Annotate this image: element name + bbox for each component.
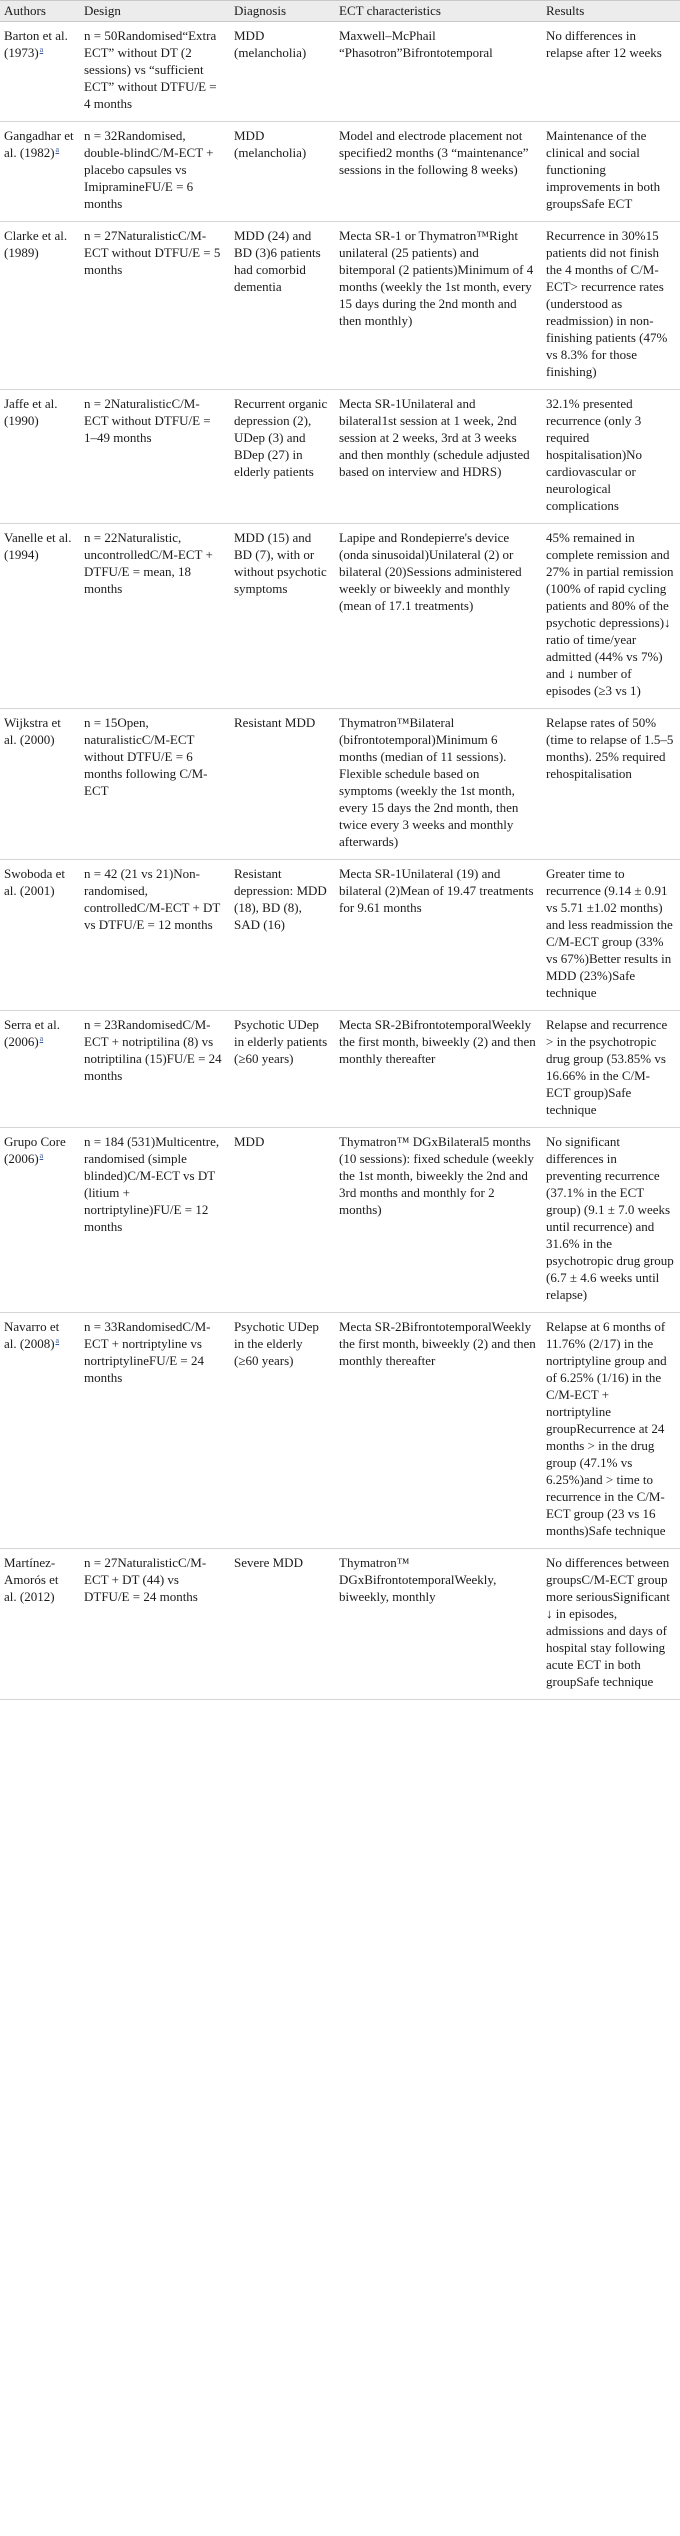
table-row bbox=[0, 390, 680, 524]
footnote-ref-link[interactable]: a bbox=[39, 1033, 44, 1043]
authors-cell bbox=[0, 1128, 80, 1313]
diagnosis-cell: Psychotic UDep in the elderly (≥60 years) bbox=[230, 1313, 335, 1549]
footnote-ref-link[interactable]: a bbox=[55, 1335, 60, 1345]
authors-text: Grupo Core (2006) bbox=[4, 1134, 66, 1166]
authors-cell bbox=[0, 860, 80, 1011]
table-row bbox=[0, 122, 680, 222]
authors-cell bbox=[0, 709, 80, 860]
authors-cell bbox=[0, 222, 80, 390]
design-cell: n = 23RandomisedC/M-ECT + notriptilina (8) vs notriptilina (15)FU/E = 24 months bbox=[80, 1011, 230, 1128]
table-row bbox=[0, 709, 680, 860]
authors-text: Gangadhar et al. (1982) bbox=[4, 128, 74, 160]
diagnosis-cell: Severe MDD bbox=[230, 1549, 335, 1700]
design-cell: n = 42 (21 vs 21)Non-randomised, controlledC/M-ECT + DT vs DTFU/E = 12 months bbox=[80, 860, 230, 1011]
authors-text: Martínez-Amorós et al. (2012) bbox=[4, 1555, 59, 1604]
table-row bbox=[0, 1011, 680, 1128]
table-row bbox=[0, 524, 680, 709]
authors-text: Wijkstra et al. (2000) bbox=[4, 715, 61, 747]
design-cell: n = 33RandomisedC/M-ECT + nortriptyline vs nortriptylineFU/E = 24 months bbox=[80, 1313, 230, 1549]
diagnosis-cell: Resistant MDD bbox=[230, 709, 335, 860]
authors-text: Swoboda et al. (2001) bbox=[4, 866, 66, 898]
authors-cell bbox=[0, 122, 80, 222]
diagnosis-cell: MDD bbox=[230, 1128, 335, 1313]
design-cell: n = 184 (531)Multicentre, randomised (simple blinded)C/M-ECT vs DT (litium + nortriptyline)FU/E = 12 months bbox=[80, 1128, 230, 1313]
design-cell: n = 32Randomised, double-blindC/M-ECT + placebo capsules vs ImipramineFU/E = 6 months bbox=[80, 122, 230, 222]
authors-cell bbox=[0, 22, 80, 122]
results-cell: No significant differences in preventing recurrence (37.1% in the ECT group) (9.1 ± 7.0 weeks until recurrence) and 31.6% in the psychotropic drug group (6.7 ± 4.6 weeks until relapse) bbox=[542, 1128, 680, 1313]
table-row bbox=[0, 222, 680, 390]
results-cell: Relapse at 6 months of 11.76% (2/17) in the nortriptyline group and of 6.25% (1/16) in the C/M-ECT + nortriptyline groupRecurrence at 24 months > in the drug group (47.1% vs 6.25%)and > time to recurrence in the C/M-ECT group (23 vs 16 months)Safe technique bbox=[542, 1313, 680, 1549]
footnote-ref-link[interactable]: a bbox=[39, 1150, 44, 1160]
ect-cell: Thymatron™Bilateral (bifrontotemporal)Minimum 6 months (median of 11 sessions). Flexible schedule based on symptoms (weekly the 1st month, every 15 days the 2nd month, then twice every 3 weeks and monthly afterwards) bbox=[335, 709, 542, 860]
table-row bbox=[0, 1549, 680, 1700]
ect-cell: Maxwell–McPhail “Phasotron”Bifrontotemporal bbox=[335, 22, 542, 122]
ect-cell: Mecta SR-1Unilateral (19) and bilateral (2)Mean of 19.47 treatments for 9.61 months bbox=[335, 860, 542, 1011]
results-cell: Recurrence in 30%15 patients did not finish the 4 months of C/M-ECT> recurrence rates (understood as readmission) in non-finishing patients (47% vs 8.3% for those finishing) bbox=[542, 222, 680, 390]
ect-cell: Lapipe and Rondepierre's device (onda sinusoidal)Unilateral (2) or bilateral (20)Sessions administered weekly or biweekly and monthly (mean of 17.1 treatments) bbox=[335, 524, 542, 709]
header-diagnosis: Diagnosis bbox=[230, 1, 335, 22]
diagnosis-cell: MDD (melancholia) bbox=[230, 122, 335, 222]
authors-text: Barton et al. (1973) bbox=[4, 28, 68, 60]
results-cell: No differences between groupsC/M-ECT group more seriousSignificant ↓ in episodes, admissions and days of hospital stay following acute ECT in both groupSafe technique bbox=[542, 1549, 680, 1700]
diagnosis-cell: MDD (15) and BD (7), with or without psychotic symptoms bbox=[230, 524, 335, 709]
header-ect: ECT characteristics bbox=[335, 1, 542, 22]
diagnosis-cell: Psychotic UDep in elderly patients (≥60 years) bbox=[230, 1011, 335, 1128]
design-cell: n = 22Naturalistic, uncontrolledC/M-ECT + DTFU/E = mean, 18 months bbox=[80, 524, 230, 709]
results-cell: 45% remained in complete remission and 27% in partial remission (100% of rapid cycling patients and 80% of the psychotic depressions)↓ ratio of time/year admitted (44% vs 7%) and ↓ number of episodes (≥3 vs 1) bbox=[542, 524, 680, 709]
ect-cell: Thymatron™ DGxBilateral5 months (10 sessions): fixed schedule (weekly the 1st month, biweekly the 2nd and 3rd months and monthly for 2 months) bbox=[335, 1128, 542, 1313]
results-cell: 32.1% presented recurrence (only 3 required hospitalisation)No cardiovascular or neurological complications bbox=[542, 390, 680, 524]
authors-cell bbox=[0, 1313, 80, 1549]
results-cell: Relapse and recurrence > in the psychotropic drug group (53.85% vs 16.66% in the C/M-ECT group)Safe technique bbox=[542, 1011, 680, 1128]
table-body bbox=[0, 22, 680, 1700]
table-row bbox=[0, 1128, 680, 1313]
design-cell: n = 50Randomised“Extra ECT” without DT (2 sessions) vs “sufficient ECT” without DTFU/E = 4 months bbox=[80, 22, 230, 122]
authors-cell bbox=[0, 524, 80, 709]
results-cell: Relapse rates of 50% (time to relapse of 1.5–5 months). 25% required rehospitalisation bbox=[542, 709, 680, 860]
table-row bbox=[0, 1313, 680, 1549]
ect-cell: Thymatron™ DGxBifrontotemporalWeekly, biweekly, monthly bbox=[335, 1549, 542, 1700]
design-cell: n = 2NaturalisticC/M-ECT without DTFU/E = 1–49 months bbox=[80, 390, 230, 524]
header-authors: Authors bbox=[0, 1, 80, 22]
diagnosis-cell: MDD (24) and BD (3)6 patients had comorbid dementia bbox=[230, 222, 335, 390]
design-cell: n = 15Open, naturalisticC/M-ECT without DTFU/E = 6 months following C/M-ECT bbox=[80, 709, 230, 860]
ect-cell: Mecta SR-1Unilateral and bilateral1st session at 1 week, 2nd session at 2 weeks, 3rd at 3 weeks and then monthly (schedule adjusted based on interview and HDRS) bbox=[335, 390, 542, 524]
diagnosis-cell: MDD (melancholia) bbox=[230, 22, 335, 122]
table-row bbox=[0, 22, 680, 122]
design-cell: n = 27NaturalisticC/M-ECT without DTFU/E = 5 months bbox=[80, 222, 230, 390]
authors-cell bbox=[0, 390, 80, 524]
diagnosis-cell: Resistant depression: MDD (18), BD (8), SAD (16) bbox=[230, 860, 335, 1011]
header-results: Results bbox=[542, 1, 680, 22]
table-row bbox=[0, 860, 680, 1011]
header-row bbox=[0, 1, 680, 22]
authors-text: Jaffe et al. (1990) bbox=[4, 396, 58, 428]
authors-cell bbox=[0, 1549, 80, 1700]
authors-text: Vanelle et al. (1994) bbox=[4, 530, 72, 562]
results-cell: Maintenance of the clinical and social functioning improvements in both groupsSafe ECT bbox=[542, 122, 680, 222]
results-cell: No differences in relapse after 12 weeks bbox=[542, 22, 680, 122]
ect-cell: Mecta SR-1 or Thymatron™Right unilateral (25 patients) and bitemporal (2 patients)Minimum of 4 months (weekly the 1st month, every 15 days during the 2nd month and then monthly) bbox=[335, 222, 542, 390]
authors-text: Clarke et al. (1989) bbox=[4, 228, 68, 260]
footnote-ref-link[interactable]: a bbox=[39, 44, 44, 54]
authors-cell bbox=[0, 1011, 80, 1128]
design-cell: n = 27NaturalisticC/M-ECT + DT (44) vs DTFU/E = 24 months bbox=[80, 1549, 230, 1700]
ect-cell: Model and electrode placement not specified2 months (3 “maintenance” sessions in the following 8 weeks) bbox=[335, 122, 542, 222]
footnote-ref-link[interactable]: a bbox=[55, 144, 60, 154]
header-design: Design bbox=[80, 1, 230, 22]
authors-text: Serra et al. (2006) bbox=[4, 1017, 60, 1049]
diagnosis-cell: Recurrent organic depression (2), UDep (3) and BDep (27) in elderly patients bbox=[230, 390, 335, 524]
authors-text: Navarro et al. (2008) bbox=[4, 1319, 60, 1351]
ect-cell: Mecta SR-2BifrontotemporalWeekly the first month, biweekly (2) and then monthly thereafter bbox=[335, 1011, 542, 1128]
results-cell: Greater time to recurrence (9.14 ± 0.91 vs 5.71 ±1.02 months) and less readmission the C/M-ECT group (33% vs 67%)Better results in MDD (23%)Safe technique bbox=[542, 860, 680, 1011]
ect-cell: Mecta SR-2BifrontotemporalWeekly the first month, biweekly (2) and then monthly thereafter bbox=[335, 1313, 542, 1549]
